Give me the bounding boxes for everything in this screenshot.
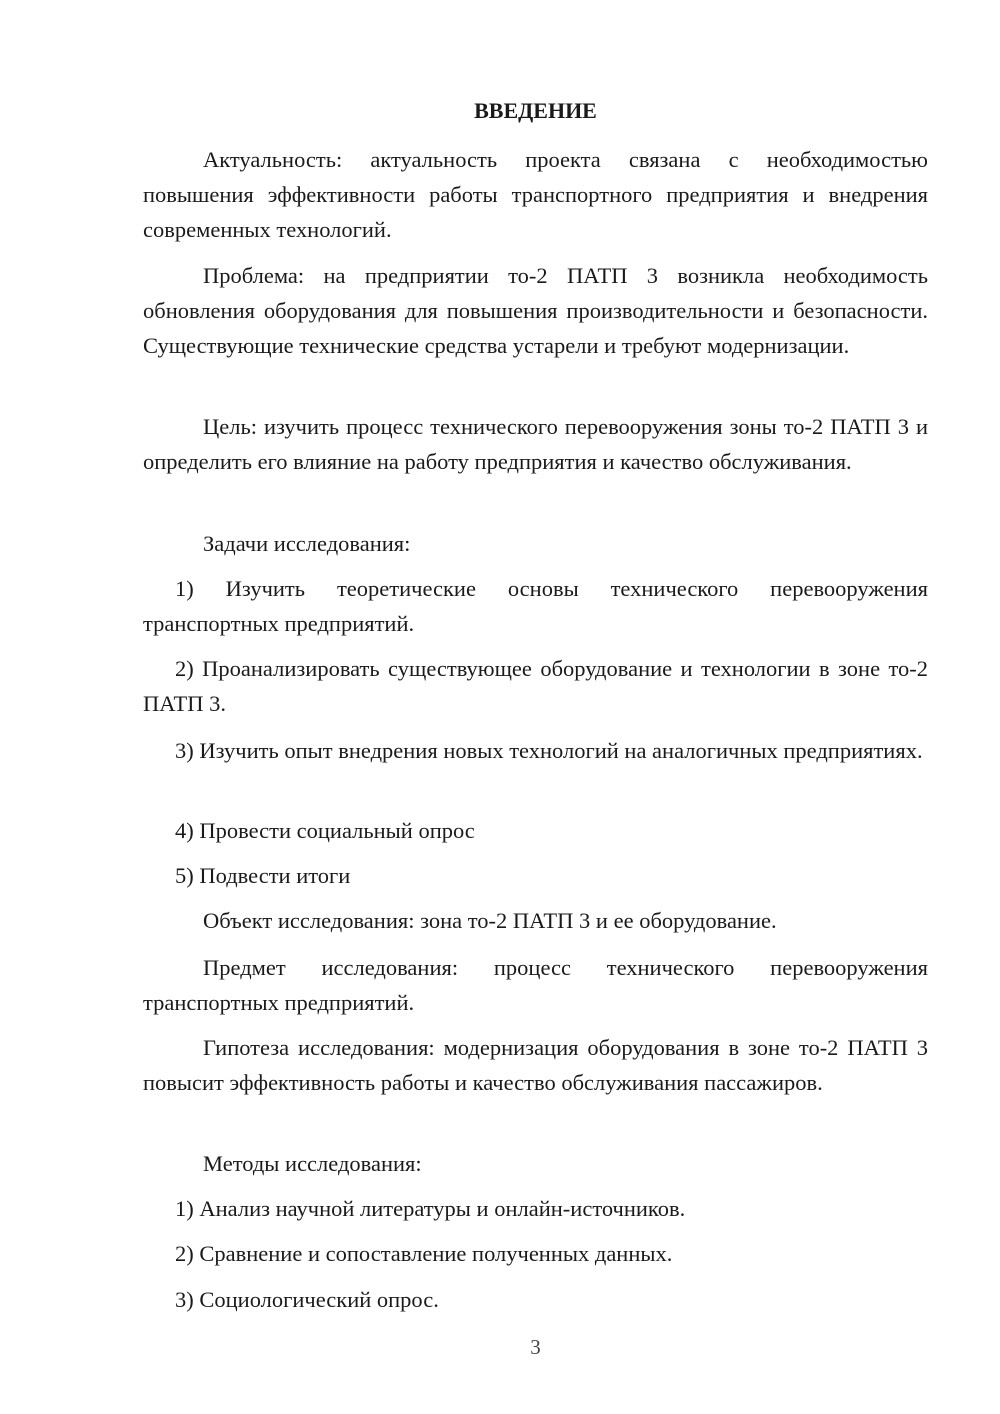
- page-number: 3: [530, 1335, 541, 1359]
- task-item: 2) Проанализировать существующее оборудование и технологии в зоне то-2 ПАТП 3.: [143, 656, 928, 716]
- method-item: 3) Социологический опрос.: [175, 1287, 439, 1312]
- task-item: 4) Провести социальный опрос: [175, 818, 475, 843]
- section-title: ВВЕДЕНИЕ: [474, 98, 597, 123]
- task-item: 1) Изучить теоретические основы технического перевооружения транспортных предприятий.: [143, 576, 928, 636]
- task-item: 3) Изучить опыт внедрения новых технологий на аналогичных предприятиях.: [175, 738, 923, 763]
- goal-paragraph: Цель: изучить процесс технического перевооружения зоны то-2 ПАТП 3 и определить его влияние на работу предприятия и качество обслуживания.: [143, 414, 928, 474]
- hypothesis-paragraph: Гипотеза исследования: модернизация оборудования в зоне то-2 ПАТП 3 повысит эффективность работы и качество обслуживания пассажиров.: [143, 1035, 928, 1095]
- relevance-paragraph: Актуальность: актуальность проекта связана с необходимостью повышения эффективности работы транспортного предприятия и внедрения современных технологий.: [143, 147, 928, 242]
- task-item: 5) Подвести итоги: [175, 863, 351, 888]
- tasks-heading: Задачи исследования:: [203, 531, 411, 556]
- problem-paragraph: Проблема: на предприятии то-2 ПАТП 3 возникла необходимость обновления оборудования для повышения производительности и безопасности. Существующие технические средства устарели и требуют модернизации.: [143, 263, 928, 358]
- subject-paragraph: Предмет исследования: процесс технического перевооружения транспортных предприятий.: [143, 955, 928, 1015]
- document-page: [143, 0, 928, 1414]
- methods-heading: Методы исследования:: [203, 1151, 422, 1176]
- method-item: 2) Сравнение и сопоставление полученных данных.: [175, 1241, 673, 1266]
- object-paragraph: Объект исследования: зона то-2 ПАТП 3 и ее оборудование.: [203, 908, 777, 933]
- method-item: 1) Анализ научной литературы и онлайн-источников.: [175, 1196, 686, 1221]
